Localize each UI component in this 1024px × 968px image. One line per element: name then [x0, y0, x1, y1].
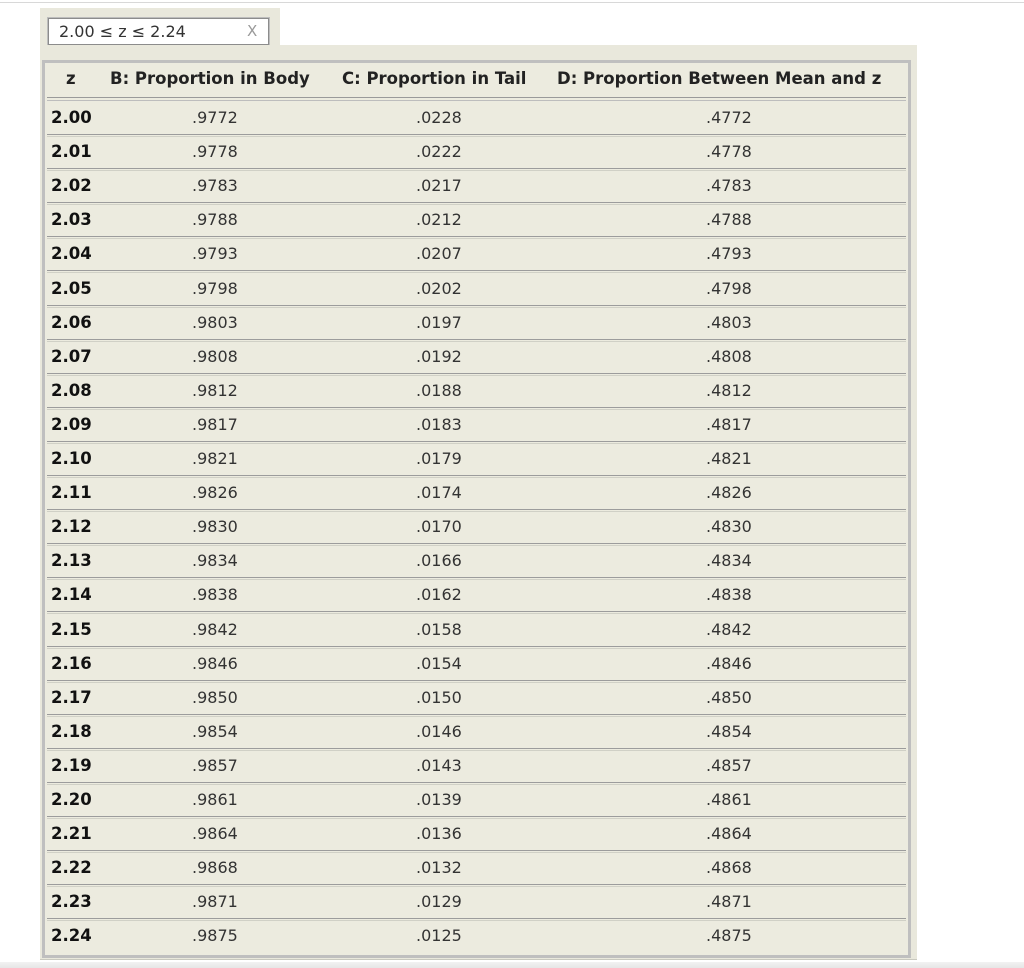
cell-tail: .0188 [416, 380, 462, 400]
cell-between: .4826 [706, 483, 752, 503]
cell-z: 2.11 [51, 483, 92, 503]
cell-body: .9798 [192, 278, 238, 298]
cell-between: .4812 [706, 380, 752, 400]
cell-z: 2.08 [51, 380, 92, 400]
cell-body: .9838 [192, 585, 238, 605]
cell-body: .9830 [192, 517, 238, 537]
cell-between: .4861 [706, 790, 752, 809]
cell-between: .4778 [706, 142, 752, 162]
cell-body: .9871 [192, 892, 238, 912]
cell-between: .4850 [706, 687, 752, 707]
cell-body: .9868 [192, 858, 238, 878]
cell-z: 2.01 [51, 142, 92, 162]
cell-between: .4788 [706, 210, 752, 230]
cell-z: 2.07 [51, 346, 92, 366]
cell-tail: .0132 [416, 858, 462, 878]
cell-z: 2.03 [51, 210, 92, 230]
header-tail: C: Proportion in Tail [342, 69, 527, 88]
cell-z: 2.06 [51, 312, 92, 332]
cell-body: .9875 [192, 926, 238, 946]
cell-tail: .0154 [416, 653, 462, 673]
cell-tail: .0150 [416, 687, 462, 707]
cell-z: 2.04 [51, 244, 92, 264]
cell-z: 2.23 [51, 892, 92, 912]
cell-tail: .0217 [416, 176, 462, 196]
cell-body: .9834 [192, 551, 238, 571]
table-row [45, 783, 908, 817]
cell-tail: .0158 [416, 619, 462, 639]
cell-tail: .0166 [416, 551, 462, 571]
table-row [45, 578, 908, 612]
cell-z: 2.14 [51, 585, 92, 605]
bottom-strip [0, 962, 1024, 968]
table-row [45, 851, 908, 885]
cell-between: .4817 [706, 414, 752, 434]
table-row [45, 340, 908, 374]
cell-z: 2.05 [51, 278, 92, 298]
table-row [45, 237, 908, 271]
table-row [45, 749, 908, 783]
table-row [45, 613, 908, 647]
table-row [45, 306, 908, 340]
page-top-border [0, 2, 1024, 3]
cell-tail: .0197 [416, 312, 462, 332]
close-icon[interactable]: X [247, 22, 258, 40]
cell-body: .9854 [192, 721, 238, 741]
cell-between: .4846 [706, 653, 752, 673]
cell-body: .9864 [192, 824, 238, 844]
cell-body: .9803 [192, 312, 238, 332]
cell-z: 2.12 [51, 517, 92, 537]
cell-between: .4803 [706, 312, 752, 332]
table-row [45, 647, 908, 681]
cell-tail: .0212 [416, 210, 462, 230]
cell-tail: .0146 [416, 721, 462, 741]
cell-tail: .0162 [416, 585, 462, 605]
cell-z: 2.24 [51, 926, 92, 946]
cell-between: .4857 [706, 755, 752, 775]
cell-body: .9850 [192, 687, 238, 707]
table-row [45, 715, 908, 749]
cell-body: .9808 [192, 346, 238, 366]
cell-between: .4808 [706, 346, 752, 366]
table-row [45, 203, 908, 237]
cell-tail: .0228 [416, 108, 462, 127]
cell-body: .9857 [192, 755, 238, 775]
cell-body: .9793 [192, 244, 238, 264]
cell-z: 2.02 [51, 176, 92, 196]
cell-body: .9812 [192, 380, 238, 400]
cell-between: .4868 [706, 858, 752, 878]
cell-body: .9772 [192, 108, 238, 127]
table-row [45, 272, 908, 306]
table-row [45, 544, 908, 578]
cell-z: 2.18 [51, 721, 92, 741]
cell-tail: .0183 [416, 414, 462, 434]
cell-z: 2.19 [51, 755, 92, 775]
cell-body: .9826 [192, 483, 238, 503]
cell-tail: .0129 [416, 892, 462, 912]
cell-between: .4871 [706, 892, 752, 912]
cell-tail: .0125 [416, 926, 462, 946]
cell-body: .9778 [192, 142, 238, 162]
table-row [45, 919, 908, 953]
table-row [45, 169, 908, 203]
table-row [45, 817, 908, 851]
cell-z: 2.20 [51, 790, 92, 809]
cell-body: .9817 [192, 414, 238, 434]
table-row [45, 476, 908, 510]
header-between: D: Proportion Between Mean and z [557, 69, 882, 88]
cell-tail: .0207 [416, 244, 462, 264]
cell-body: .9846 [192, 653, 238, 673]
table-header-row [45, 63, 908, 97]
cell-tail: .0222 [416, 142, 462, 162]
cell-between: .4875 [706, 926, 752, 946]
header-z: z [66, 69, 76, 88]
filter-tab-label: 2.00 ≤ z ≤ 2.24 [59, 22, 186, 41]
cell-tail: .0136 [416, 824, 462, 844]
cell-between: .4838 [706, 585, 752, 605]
cell-body: .9783 [192, 176, 238, 196]
filter-tab-box[interactable] [48, 18, 269, 45]
cell-tail: .0143 [416, 755, 462, 775]
header-divider [47, 97, 906, 98]
cell-between: .4798 [706, 278, 752, 298]
cell-z: 2.17 [51, 687, 92, 707]
cell-between: .4842 [706, 619, 752, 639]
cell-z: 2.00 [51, 108, 92, 127]
table-row [45, 681, 908, 715]
z-table [42, 60, 911, 958]
cell-between: .4854 [706, 721, 752, 741]
table-row [45, 408, 908, 442]
cell-z: 2.21 [51, 824, 92, 844]
cell-tail: .0202 [416, 278, 462, 298]
table-row [45, 101, 908, 135]
cell-between: .4830 [706, 517, 752, 537]
cell-between: .4783 [706, 176, 752, 196]
cell-tail: .0170 [416, 517, 462, 537]
cell-body: .9842 [192, 619, 238, 639]
table-row [45, 135, 908, 169]
cell-tail: .0192 [416, 346, 462, 366]
cell-body: .9861 [192, 790, 238, 809]
cell-tail: .0174 [416, 483, 462, 503]
cell-between: .4864 [706, 824, 752, 844]
z-table-panel [40, 45, 917, 960]
cell-z: 2.15 [51, 619, 92, 639]
cell-body: .9821 [192, 449, 238, 468]
cell-between: .4793 [706, 244, 752, 264]
table-row [45, 885, 908, 919]
cell-z: 2.13 [51, 551, 92, 571]
cell-z: 2.22 [51, 858, 92, 878]
cell-z: 2.10 [51, 449, 92, 468]
table-row [45, 374, 908, 408]
cell-between: .4821 [706, 449, 752, 468]
cell-between: .4772 [706, 108, 752, 127]
cell-z: 2.16 [51, 653, 92, 673]
header-body: B: Proportion in Body [110, 69, 310, 88]
cell-z: 2.09 [51, 414, 92, 434]
table-row [45, 510, 908, 544]
cell-tail: .0139 [416, 790, 462, 809]
table-row [45, 442, 908, 476]
cell-between: .4834 [706, 551, 752, 571]
cell-tail: .0179 [416, 449, 462, 468]
cell-body: .9788 [192, 210, 238, 230]
